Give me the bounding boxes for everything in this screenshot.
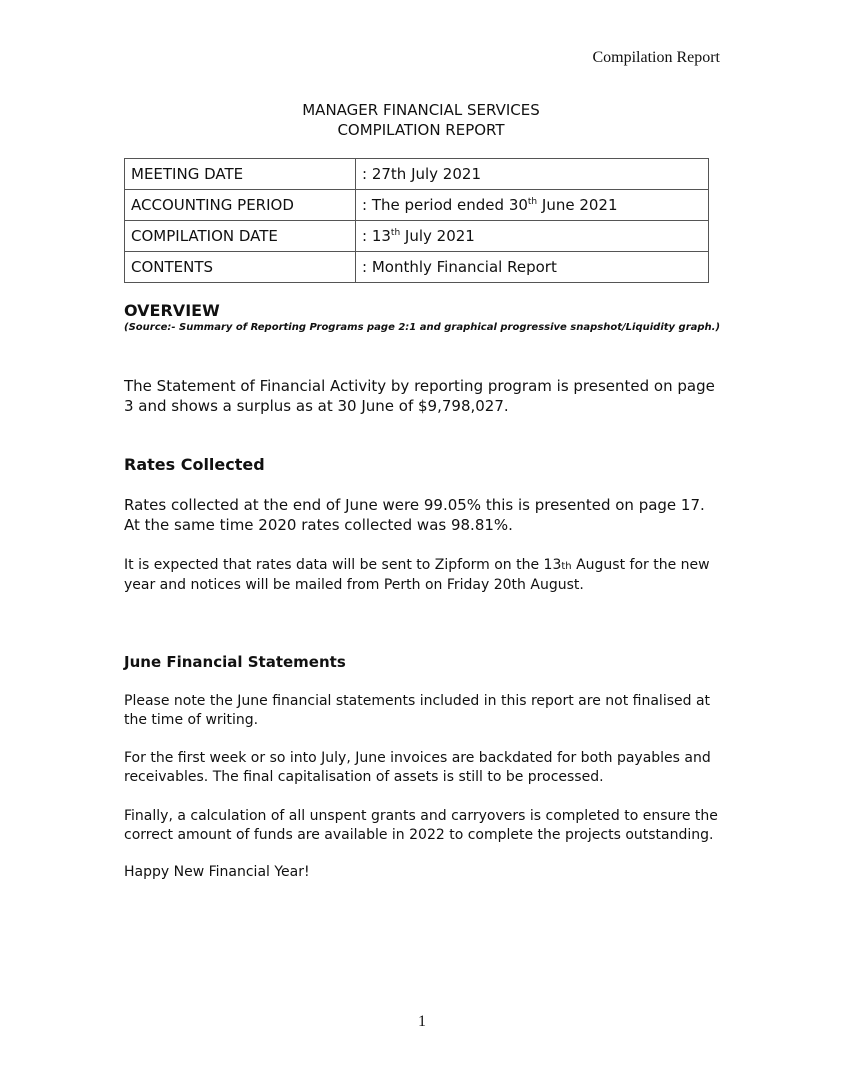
overview-heading: OVERVIEW: [124, 301, 220, 320]
accounting-period-label: ACCOUNTING PERIOD: [125, 190, 356, 221]
title-line-2: COMPILATION REPORT: [337, 121, 505, 139]
rates-paragraph-2-post: August for the new year and notices will be mailed from Perth on Friday 20th August.: [124, 557, 710, 593]
compilation-date-label: COMPILATION DATE: [125, 221, 356, 252]
contents-label: CONTENTS: [125, 252, 356, 283]
table-row: [125, 159, 709, 190]
accounting-period-value-sup: th: [527, 197, 538, 207]
rates-paragraph-2-sub: th: [561, 561, 572, 572]
rates-paragraph-2: [124, 556, 724, 595]
overview-source-note: (Source:- Summary of Reporting Programs page 2:1 and graphical progressive snapshot/Liquidity graph.): [124, 322, 721, 333]
rates-paragraph-1: Rates collected at the end of June were 99.05% this is presented on page 17. At the same time 2020 rates collected was 98.81%.: [124, 496, 705, 534]
contents-value: : Monthly Financial Report: [356, 252, 709, 283]
accounting-period-value-pre: : The period ended 30: [362, 196, 528, 214]
report-title: [122, 100, 720, 140]
meeting-date-value: : 27th July 2021: [356, 159, 709, 190]
accounting-period-value-post: June 2021: [537, 196, 618, 214]
compilation-date-value-sup: th: [390, 228, 401, 238]
june-paragraph-2: For the first week or so into July, June invoices are backdated for both payables and receivables. The final capitalisation of assets is still to be processed.: [124, 750, 711, 785]
june-paragraph-3: Finally, a calculation of all unspent grants and carryovers is completed to ensure the correct amount of funds are available in 2022 to complete the projects outstanding.: [124, 808, 718, 843]
meta-table: [124, 158, 709, 283]
page-number: 1: [418, 1013, 426, 1030]
compilation-date-value-pre: : 13: [362, 227, 391, 245]
june-heading: June Financial Statements: [124, 653, 346, 671]
june-paragraph-4: Happy New Financial Year!: [124, 864, 310, 880]
june-paragraph-1: Please note the June financial statements included in this report are not finalised at the time of writing.: [124, 693, 711, 728]
rates-heading: Rates Collected: [124, 455, 265, 474]
running-header: Compilation Report: [592, 49, 720, 66]
rates-paragraph-2-pre: It is expected that rates data will be sent to Zipform on the 13: [124, 557, 562, 573]
meeting-date-label: MEETING DATE: [125, 159, 356, 190]
table-row: [125, 252, 709, 283]
compilation-date-value: [356, 221, 709, 252]
table-row: [125, 190, 709, 221]
compilation-date-value-post: July 2021: [400, 227, 475, 245]
table-row: [125, 221, 709, 252]
title-line-1: MANAGER FINANCIAL SERVICES: [302, 101, 540, 119]
overview-paragraph: The Statement of Financial Activity by reporting program is presented on page 3 and shows a surplus as at 30 June of $9,798,027.: [124, 377, 715, 415]
accounting-period-value: [356, 190, 709, 221]
